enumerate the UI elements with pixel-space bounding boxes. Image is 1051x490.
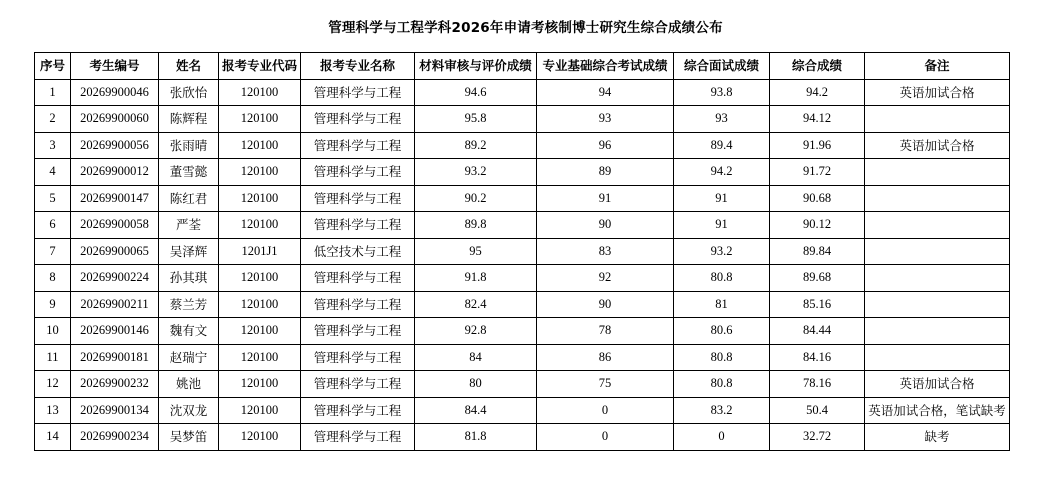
cell-material-score: 89.8 xyxy=(415,212,537,239)
cell-note xyxy=(865,344,1010,371)
cell-written-score: 94 xyxy=(537,79,674,106)
cell-exam-no: 20269900232 xyxy=(71,371,159,398)
cell-major-name: 低空技术与工程 xyxy=(301,238,415,265)
cell-exam-no: 20269900147 xyxy=(71,185,159,212)
cell-total-score: 94.2 xyxy=(770,79,865,106)
table-row xyxy=(35,318,1010,345)
header-written-score: 专业基础综合考试成绩 xyxy=(537,53,674,80)
table-row xyxy=(35,106,1010,133)
cell-major-code: 120100 xyxy=(219,132,301,159)
cell-major-name: 管理科学与工程 xyxy=(301,212,415,239)
cell-major-code: 120100 xyxy=(219,424,301,451)
cell-written-score: 96 xyxy=(537,132,674,159)
cell-note xyxy=(865,238,1010,265)
cell-seq: 9 xyxy=(35,291,71,318)
table-row xyxy=(35,291,1010,318)
cell-note: 英语加试合格 xyxy=(865,371,1010,398)
cell-name: 张雨晴 xyxy=(159,132,219,159)
cell-note xyxy=(865,212,1010,239)
cell-seq: 4 xyxy=(35,159,71,186)
cell-name: 陈红君 xyxy=(159,185,219,212)
cell-major-code: 120100 xyxy=(219,318,301,345)
cell-material-score: 90.2 xyxy=(415,185,537,212)
score-table xyxy=(34,52,1010,451)
cell-seq: 8 xyxy=(35,265,71,292)
cell-exam-no: 20269900058 xyxy=(71,212,159,239)
cell-seq: 12 xyxy=(35,371,71,398)
cell-written-score: 93 xyxy=(537,106,674,133)
cell-major-name: 管理科学与工程 xyxy=(301,318,415,345)
header-note: 备注 xyxy=(865,53,1010,80)
cell-major-code: 120100 xyxy=(219,371,301,398)
header-seq: 序号 xyxy=(35,53,71,80)
cell-major-code: 120100 xyxy=(219,106,301,133)
cell-exam-no: 20269900056 xyxy=(71,132,159,159)
cell-interview-score: 80.8 xyxy=(674,265,770,292)
cell-material-score: 81.8 xyxy=(415,424,537,451)
cell-exam-no: 20269900060 xyxy=(71,106,159,133)
cell-material-score: 93.2 xyxy=(415,159,537,186)
cell-seq: 11 xyxy=(35,344,71,371)
cell-total-score: 89.68 xyxy=(770,265,865,292)
cell-material-score: 80 xyxy=(415,371,537,398)
cell-total-score: 94.12 xyxy=(770,106,865,133)
cell-interview-score: 93.2 xyxy=(674,238,770,265)
cell-interview-score: 83.2 xyxy=(674,397,770,424)
cell-exam-no: 20269900234 xyxy=(71,424,159,451)
cell-total-score: 84.44 xyxy=(770,318,865,345)
cell-major-name: 管理科学与工程 xyxy=(301,159,415,186)
cell-interview-score: 93.8 xyxy=(674,79,770,106)
header-total-score: 综合成绩 xyxy=(770,53,865,80)
cell-total-score: 90.12 xyxy=(770,212,865,239)
table-row xyxy=(35,397,1010,424)
table-row xyxy=(35,424,1010,451)
table-row xyxy=(35,185,1010,212)
cell-interview-score: 89.4 xyxy=(674,132,770,159)
cell-major-code: 120100 xyxy=(219,159,301,186)
cell-name: 孙其琪 xyxy=(159,265,219,292)
cell-major-code: 120100 xyxy=(219,265,301,292)
cell-total-score: 90.68 xyxy=(770,185,865,212)
cell-note: 英语加试合格 xyxy=(865,132,1010,159)
table-row xyxy=(35,212,1010,239)
cell-name: 赵瑞宁 xyxy=(159,344,219,371)
table-body xyxy=(35,79,1010,450)
cell-major-code: 120100 xyxy=(219,79,301,106)
cell-name: 魏有文 xyxy=(159,318,219,345)
cell-interview-score: 81 xyxy=(674,291,770,318)
cell-note xyxy=(865,318,1010,345)
cell-written-score: 83 xyxy=(537,238,674,265)
cell-seq: 6 xyxy=(35,212,71,239)
cell-interview-score: 94.2 xyxy=(674,159,770,186)
cell-major-name: 管理科学与工程 xyxy=(301,79,415,106)
cell-note xyxy=(865,159,1010,186)
cell-major-name: 管理科学与工程 xyxy=(301,424,415,451)
cell-exam-no: 20269900065 xyxy=(71,238,159,265)
cell-name: 张欣怡 xyxy=(159,79,219,106)
cell-name: 蔡兰芳 xyxy=(159,291,219,318)
cell-material-score: 82.4 xyxy=(415,291,537,318)
cell-name: 沈双龙 xyxy=(159,397,219,424)
cell-written-score: 90 xyxy=(537,212,674,239)
cell-major-name: 管理科学与工程 xyxy=(301,397,415,424)
cell-major-name: 管理科学与工程 xyxy=(301,106,415,133)
header-row xyxy=(35,53,1010,80)
cell-total-score: 91.96 xyxy=(770,132,865,159)
cell-material-score: 91.8 xyxy=(415,265,537,292)
cell-major-code: 120100 xyxy=(219,397,301,424)
cell-written-score: 75 xyxy=(537,371,674,398)
cell-seq: 1 xyxy=(35,79,71,106)
table-row xyxy=(35,265,1010,292)
header-material-score: 材料审核与评价成绩 xyxy=(415,53,537,80)
cell-note: 英语加试合格 xyxy=(865,79,1010,106)
cell-major-code: 1201J1 xyxy=(219,238,301,265)
cell-material-score: 95 xyxy=(415,238,537,265)
cell-major-code: 120100 xyxy=(219,344,301,371)
cell-material-score: 95.8 xyxy=(415,106,537,133)
cell-material-score: 84 xyxy=(415,344,537,371)
cell-seq: 14 xyxy=(35,424,71,451)
cell-material-score: 92.8 xyxy=(415,318,537,345)
table-row xyxy=(35,238,1010,265)
cell-exam-no: 20269900046 xyxy=(71,79,159,106)
cell-seq: 2 xyxy=(35,106,71,133)
cell-material-score: 94.6 xyxy=(415,79,537,106)
cell-seq: 10 xyxy=(35,318,71,345)
cell-interview-score: 91 xyxy=(674,185,770,212)
cell-name: 吴泽辉 xyxy=(159,238,219,265)
cell-total-score: 32.72 xyxy=(770,424,865,451)
cell-total-score: 89.84 xyxy=(770,238,865,265)
cell-written-score: 91 xyxy=(537,185,674,212)
cell-material-score: 89.2 xyxy=(415,132,537,159)
cell-total-score: 50.4 xyxy=(770,397,865,424)
cell-note: 缺考 xyxy=(865,424,1010,451)
cell-note xyxy=(865,185,1010,212)
header-exam-no: 考生编号 xyxy=(71,53,159,80)
cell-seq: 13 xyxy=(35,397,71,424)
cell-major-name: 管理科学与工程 xyxy=(301,185,415,212)
cell-exam-no: 20269900211 xyxy=(71,291,159,318)
cell-note xyxy=(865,291,1010,318)
cell-total-score: 91.72 xyxy=(770,159,865,186)
cell-interview-score: 93 xyxy=(674,106,770,133)
header-major-code: 报考专业代码 xyxy=(219,53,301,80)
cell-total-score: 85.16 xyxy=(770,291,865,318)
cell-note xyxy=(865,106,1010,133)
cell-written-score: 0 xyxy=(537,397,674,424)
header-interview-score: 综合面试成绩 xyxy=(674,53,770,80)
cell-major-name: 管理科学与工程 xyxy=(301,132,415,159)
cell-written-score: 0 xyxy=(537,424,674,451)
page-title: 管理科学与工程学科2026年申请考核制博士研究生综合成绩公布 xyxy=(328,20,723,36)
cell-major-code: 120100 xyxy=(219,291,301,318)
cell-interview-score: 80.8 xyxy=(674,371,770,398)
cell-interview-score: 91 xyxy=(674,212,770,239)
cell-major-name: 管理科学与工程 xyxy=(301,371,415,398)
cell-major-code: 120100 xyxy=(219,185,301,212)
cell-written-score: 78 xyxy=(537,318,674,345)
cell-name: 姚池 xyxy=(159,371,219,398)
cell-note xyxy=(865,265,1010,292)
cell-written-score: 90 xyxy=(537,291,674,318)
cell-seq: 5 xyxy=(35,185,71,212)
cell-total-score: 78.16 xyxy=(770,371,865,398)
cell-major-name: 管理科学与工程 xyxy=(301,265,415,292)
cell-interview-score: 80.8 xyxy=(674,344,770,371)
cell-material-score: 84.4 xyxy=(415,397,537,424)
cell-interview-score: 80.6 xyxy=(674,318,770,345)
cell-exam-no: 20269900224 xyxy=(71,265,159,292)
cell-written-score: 86 xyxy=(537,344,674,371)
cell-interview-score: 0 xyxy=(674,424,770,451)
table-row xyxy=(35,79,1010,106)
table-row xyxy=(35,344,1010,371)
cell-name: 陈辉程 xyxy=(159,106,219,133)
cell-major-code: 120100 xyxy=(219,212,301,239)
cell-seq: 7 xyxy=(35,238,71,265)
cell-written-score: 89 xyxy=(537,159,674,186)
cell-name: 严荃 xyxy=(159,212,219,239)
cell-exam-no: 20269900012 xyxy=(71,159,159,186)
cell-written-score: 92 xyxy=(537,265,674,292)
header-name: 姓名 xyxy=(159,53,219,80)
cell-exam-no: 20269900181 xyxy=(71,344,159,371)
table-row xyxy=(35,159,1010,186)
cell-name: 吴梦笛 xyxy=(159,424,219,451)
cell-major-name: 管理科学与工程 xyxy=(301,344,415,371)
cell-major-name: 管理科学与工程 xyxy=(301,291,415,318)
cell-exam-no: 20269900134 xyxy=(71,397,159,424)
header-major-name: 报考专业名称 xyxy=(301,53,415,80)
cell-total-score: 84.16 xyxy=(770,344,865,371)
cell-seq: 3 xyxy=(35,132,71,159)
cell-note: 英语加试合格，笔试缺考 xyxy=(865,397,1010,424)
cell-exam-no: 20269900146 xyxy=(71,318,159,345)
table-row xyxy=(35,371,1010,398)
table-row xyxy=(35,132,1010,159)
cell-name: 董雪懿 xyxy=(159,159,219,186)
